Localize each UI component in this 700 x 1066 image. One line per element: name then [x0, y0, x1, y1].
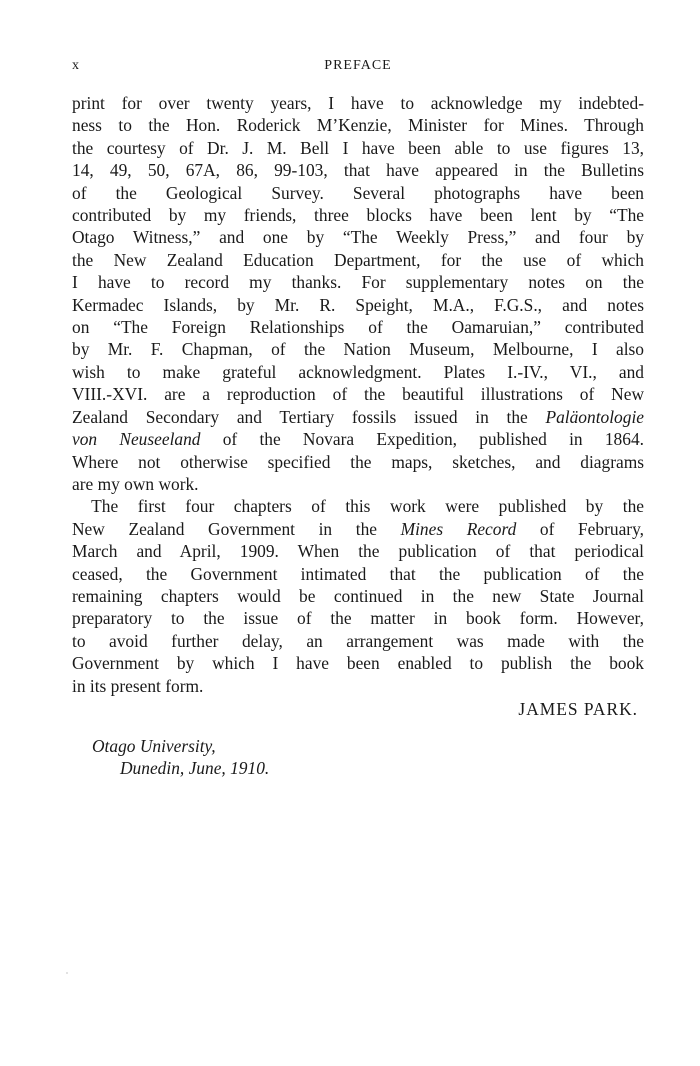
preface-body [72, 92, 644, 697]
text-segment: of the Novara Expedition, published in 1864. [200, 429, 644, 450]
text-line [72, 428, 644, 450]
text-line: print for over twenty years, I have to acknowledge my indebted- [72, 93, 644, 113]
text-line: the New Zealand Education Department, for the use of which [72, 249, 644, 270]
text-line: preparatory to the issue of the matter in book form. However, [72, 608, 644, 629]
place-date [72, 735, 644, 779]
text-line: Otago Witness,” and one by “The Weekly Press,” and four by [72, 227, 644, 248]
text-line: 14, 49, 50, 67A, 86, 99-103, that have appeared in the Bulletins [72, 160, 644, 181]
text-line: VIII.-XVI. are a reproduction of the beautiful illustrations of New [72, 384, 644, 405]
page [72, 58, 644, 779]
italic-title: Paläontologie [545, 406, 644, 427]
text-line: I have to record my thanks. For supplementary notes on the [72, 272, 644, 293]
text-line: wish to make grateful acknowledgment. Plates I.-IV., VI., and [72, 361, 644, 382]
text-line: The first four chapters of this work were published by the [91, 496, 644, 517]
text-segment: Zealand Secondary and Tertiary fossils issued in the [72, 406, 546, 427]
place-line: Otago University, [92, 735, 216, 756]
text-line: are my own work. [72, 473, 199, 494]
running-head [72, 58, 644, 80]
text-line: the courtesy of Dr. J. M. Bell I have been able to use figures 13, [72, 137, 644, 158]
text-line: by Mr. F. Chapman, of the Nation Museum, Melbourne, I also [72, 339, 644, 360]
text-line: on “The Foreign Relationships of the Oamaruian,” contributed [72, 317, 644, 338]
text-line: to avoid further delay, an arrangement was made with the [72, 630, 644, 651]
text-line: Kermadec Islands, by Mr. R. Speight, M.A., F.G.S., and notes [72, 294, 644, 315]
text-line: contributed by my friends, three blocks have been lent by “The [72, 205, 644, 226]
italic-title: Mines Record [400, 518, 517, 539]
text-line: Where not otherwise specified the maps, sketches, and diagrams [72, 451, 644, 472]
author-signature: JAMES PARK. [518, 698, 638, 719]
speck [66, 972, 68, 974]
italic-title: von Neuseeland [72, 429, 201, 450]
date-line: Dunedin, June, 1910. [120, 757, 270, 778]
text-line [72, 406, 644, 428]
text-segment: New Zealand Government in the [72, 518, 401, 539]
text-line: in its present form. [72, 675, 204, 696]
text-line: Government by which I have been enabled to publish the book [72, 653, 644, 674]
text-line [72, 518, 644, 540]
text-segment: of February, [516, 518, 645, 539]
text-line: March and April, 1909. When the publication of that periodical [72, 541, 644, 562]
text-line: of the Geological Survey. Several photographs have been [72, 182, 644, 203]
page-number: x [72, 58, 80, 73]
page-title: PREFACE [324, 58, 392, 73]
text-line: ceased, the Government intimated that the publication of the [72, 563, 644, 584]
text-line: remaining chapters would be continued in the new State Journal [72, 585, 644, 606]
text-line: ness to the Hon. Roderick M’Kenzie, Minister for Mines. Through [72, 115, 644, 136]
